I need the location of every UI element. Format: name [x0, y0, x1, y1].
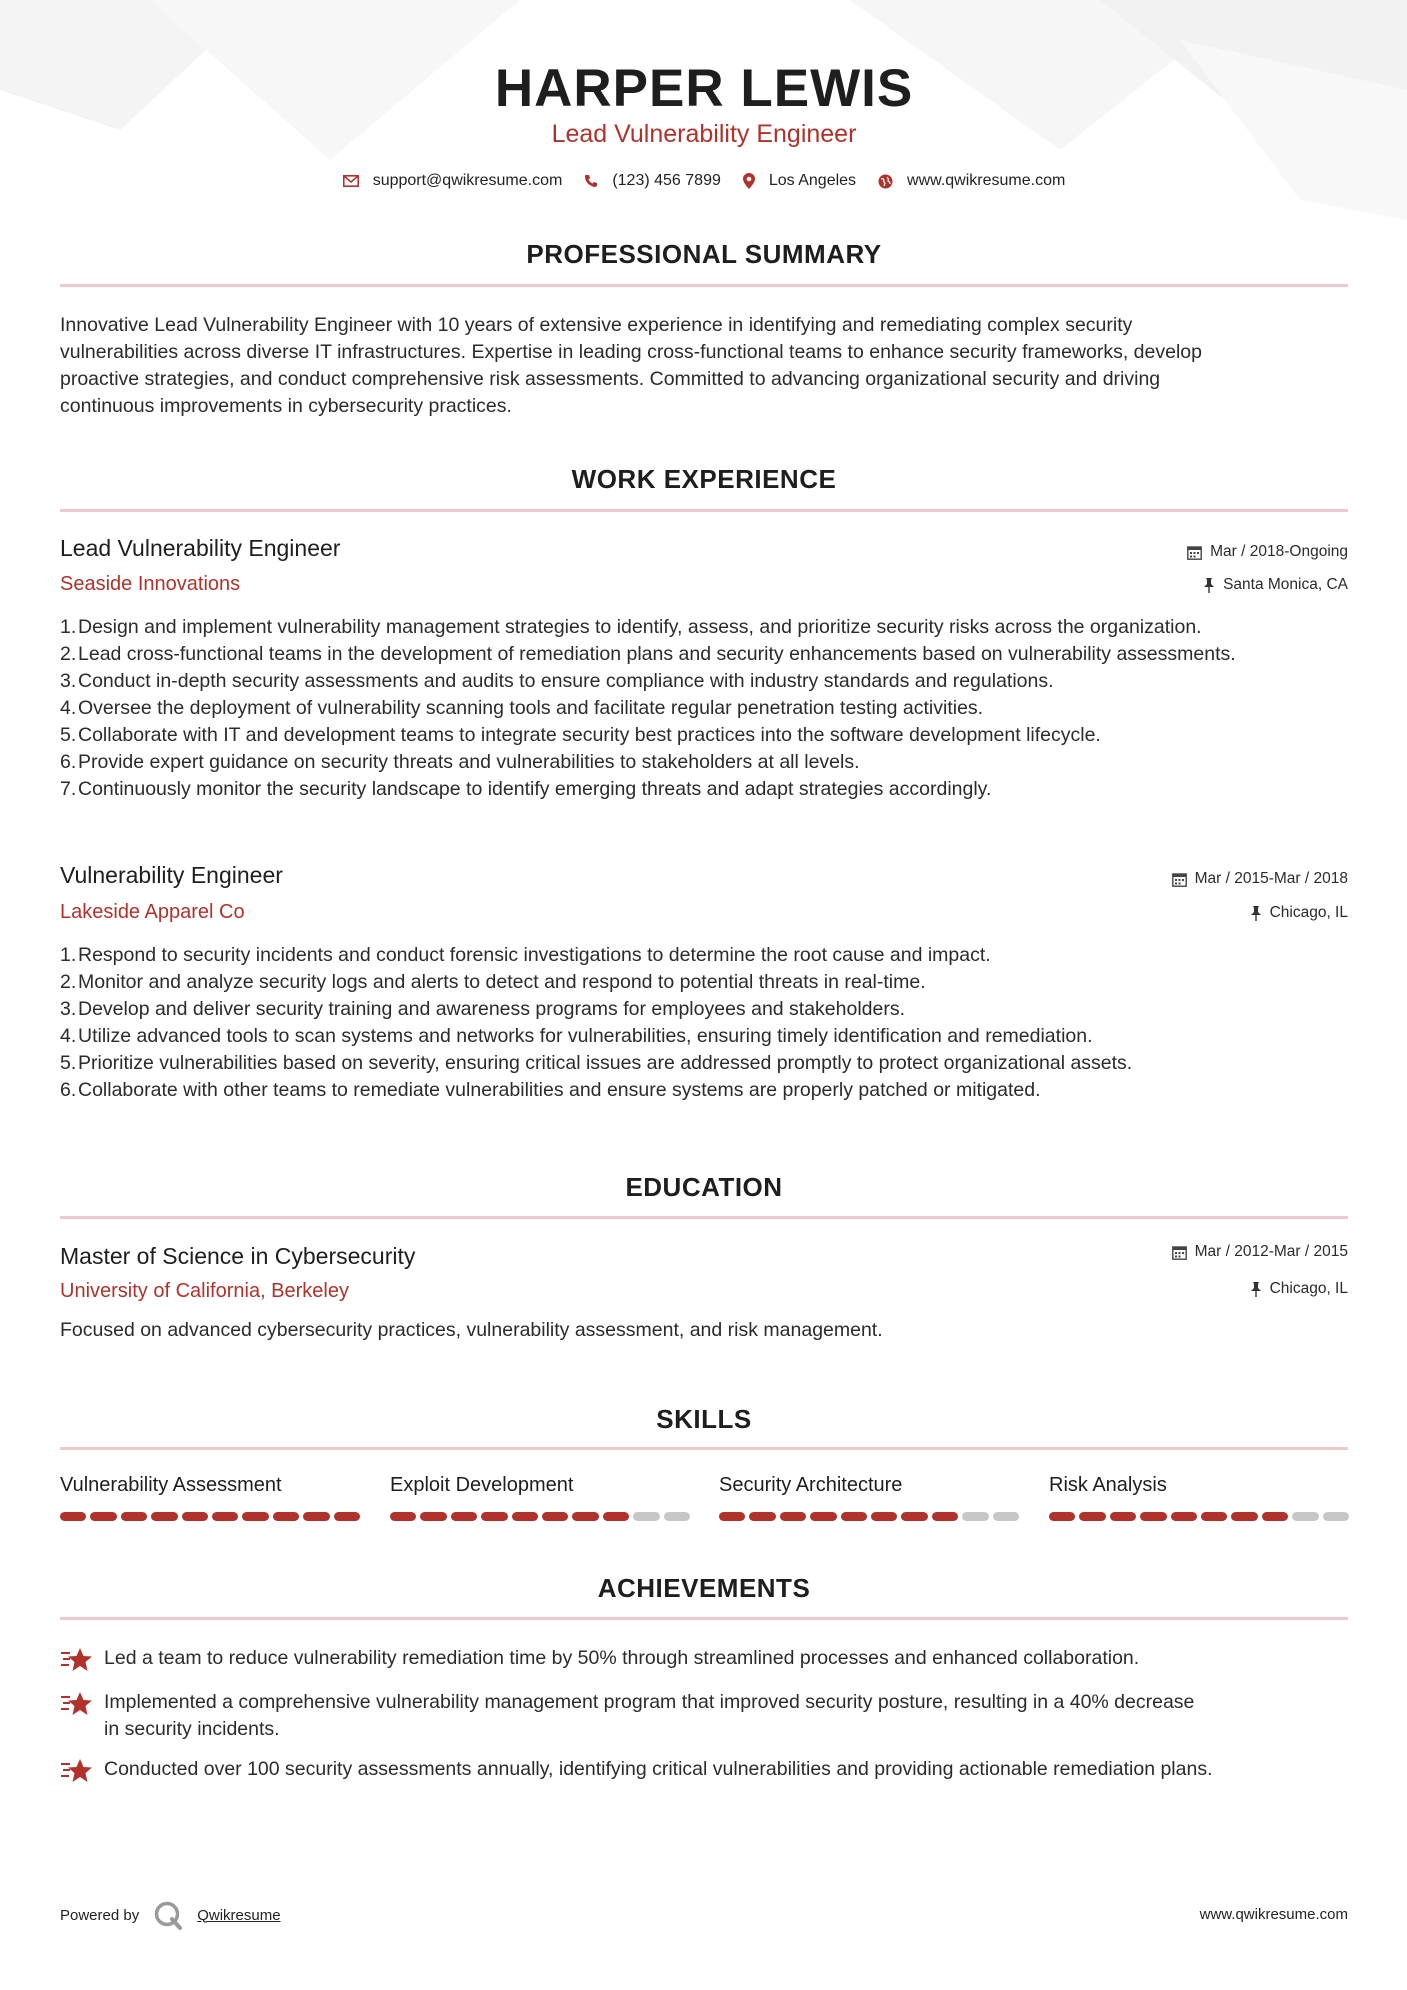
skill-segment-filled [451, 1512, 477, 1521]
candidate-title: Lead Vulnerability Engineer [551, 120, 857, 148]
job-title: Vulnerability Engineer [60, 862, 283, 888]
job-responsibilities [60, 614, 1348, 803]
calendar-icon [1187, 545, 1202, 560]
star-icon [60, 1689, 94, 1719]
job-location [1250, 904, 1348, 922]
summary-text [60, 312, 1348, 420]
skill-segment-empty [1292, 1512, 1318, 1521]
skill-segment-filled [603, 1512, 629, 1521]
job-dates [1187, 543, 1348, 561]
candidate-name: HARPER LEWIS [494, 59, 914, 118]
skill-segment-filled [1262, 1512, 1288, 1521]
achievement-line: Implemented a comprehensive vulnerability management program that improved security posture, resulting in a 40% decrease [104, 1691, 1195, 1713]
skill-level-bar [719, 1512, 1019, 1521]
skill-segment-filled [121, 1512, 147, 1521]
skill-segment-filled [303, 1512, 329, 1521]
email-text: support@qwikresume.com [372, 172, 563, 189]
list-item: 5. Collaborate with IT and development teams to integrate security best practices into the software development lifecycle. [60, 724, 1101, 746]
skill-name: Risk Analysis [1049, 1474, 1167, 1496]
location-text: Los Angeles [768, 172, 857, 189]
list-item: 4. Utilize advanced tools to scan systems and networks for vulnerabilities, ensuring timely identification and remediation. [60, 1025, 1093, 1047]
skill-segment-filled [242, 1512, 268, 1521]
education-heading: EDUCATION [625, 1172, 783, 1202]
skill-level-bar [1049, 1512, 1349, 1521]
education-dates-text: Mar / 2012-Mar / 2015 [1194, 1243, 1348, 1260]
star-icon [60, 1645, 94, 1675]
skill-segment-filled [780, 1512, 806, 1521]
skill-item [1049, 1474, 1349, 1521]
qwikresume-logo-icon [153, 1900, 183, 1930]
education-description: Focused on advanced cybersecurity practices, vulnerability assessment, and risk management. [60, 1319, 883, 1341]
contact-bar [60, 172, 1348, 190]
skill-segment-filled [420, 1512, 446, 1521]
list-item: 6. Collaborate with other teams to remediate vulnerabilities and ensure systems are properly patched or mitigated. [60, 1079, 1041, 1101]
skill-segment-filled [182, 1512, 208, 1521]
list-item: 2. Lead cross-functional teams in the development of remediation plans and security enhancements based on vulnerability assessments. [60, 643, 1236, 665]
achievement-text [104, 1645, 1348, 1672]
skill-segment-filled [719, 1512, 745, 1521]
job-company: Seaside Innovations [60, 573, 241, 595]
skill-segment-filled [1201, 1512, 1227, 1521]
skill-segment-filled [212, 1512, 238, 1521]
skill-name: Vulnerability Assessment [60, 1474, 282, 1496]
education-school: University of California, Berkeley [60, 1280, 349, 1302]
skill-segment-empty [664, 1512, 690, 1521]
experience-heading: WORK EXPERIENCE [571, 464, 837, 494]
skill-segment-filled [1171, 1512, 1197, 1521]
skill-segment-filled [1049, 1512, 1075, 1521]
job-location [1203, 576, 1348, 594]
summary-line: proactive strategies, and conduct comprehensive risk assessments. Committed to advancing organizational security and driving [60, 368, 1161, 390]
education-location [1250, 1280, 1348, 1298]
list-item: 7. Continuously monitor the security landscape to identify emerging threats and adapt strategies accordingly. [60, 778, 992, 800]
skill-segment-filled [1079, 1512, 1105, 1521]
skill-segment-filled [810, 1512, 836, 1521]
achievements-divider [60, 1617, 1348, 1620]
education-location-text: Chicago, IL [1269, 1280, 1348, 1297]
achievement-line: Led a team to reduce vulnerability remediation time by 50% through streamlined processes and enhanced collaboration. [104, 1647, 1140, 1669]
contact-phone[interactable] [584, 172, 721, 190]
skill-segment-filled [60, 1512, 86, 1521]
skill-segment-empty [1323, 1512, 1349, 1521]
list-item: 4. Oversee the deployment of vulnerability scanning tools and facilitate regular penetration testing activities. [60, 697, 984, 719]
skill-item [390, 1474, 690, 1521]
achievements-heading: ACHIEVEMENTS [597, 1573, 811, 1603]
footer-website[interactable]: www.qwikresume.com [1199, 1906, 1348, 1923]
skill-segment-filled [841, 1512, 867, 1521]
job-title: Lead Vulnerability Engineer [60, 535, 341, 561]
skill-segment-filled [932, 1512, 958, 1521]
education-divider [60, 1216, 1348, 1219]
pushpin-icon [1250, 906, 1262, 921]
skill-segment-filled [1140, 1512, 1166, 1521]
powered-by [60, 1900, 281, 1930]
skill-segment-empty [962, 1512, 988, 1521]
summary-line: vulnerabilities across diverse IT infrastructures. Expertise in leading cross-functional teams to enhance security frameworks, develop [60, 341, 1202, 363]
skill-segment-filled [512, 1512, 538, 1521]
summary-line: continuous improvements in cybersecurity practices. [60, 395, 512, 417]
contact-email[interactable] [343, 172, 563, 190]
skill-name: Security Architecture [719, 1474, 903, 1496]
powered-by-label: Powered by [60, 1906, 140, 1924]
job-dates [1172, 870, 1348, 888]
pushpin-icon [1250, 1282, 1262, 1297]
skill-segment-filled [151, 1512, 177, 1521]
achievement-line: in security incidents. [104, 1718, 280, 1740]
skill-segment-filled [1231, 1512, 1257, 1521]
skill-item [60, 1474, 360, 1521]
job-dates-text: Mar / 2018-Ongoing [1210, 543, 1348, 560]
education-degree: Master of Science in Cybersecurity [60, 1243, 416, 1269]
phone-icon [584, 174, 598, 188]
skill-level-bar [60, 1512, 360, 1521]
skill-segment-filled [390, 1512, 416, 1521]
job-dates-text: Mar / 2015-Mar / 2018 [1194, 870, 1348, 887]
list-item: 1. Respond to security incidents and conduct forensic investigations to determine the root cause and impact. [60, 944, 991, 966]
skill-level-bar [390, 1512, 690, 1521]
list-item: 5. Prioritize vulnerabilities based on severity, ensuring critical issues are addressed promptly to protect organizational assets. [60, 1052, 1133, 1074]
pushpin-icon [1203, 578, 1215, 593]
list-item: 1. Design and implement vulnerability management strategies to identify, assess, and prioritize security risks across the organization. [60, 616, 1202, 638]
job-location-text: Chicago, IL [1269, 904, 1348, 921]
achievement-line: Conducted over 100 security assessments annually, identifying critical vulnerabilities and providing actionable remediation plans. [104, 1758, 1213, 1780]
skill-segment-filled [901, 1512, 927, 1521]
phone-text: (123) 456 7899 [612, 172, 721, 189]
list-item: 3. Develop and deliver security training and awareness programs for employees and stakeholders. [60, 998, 906, 1020]
list-item: 3. Conduct in-depth security assessments and audits to ensure compliance with industry standards and regulations. [60, 670, 1054, 692]
star-icon [60, 1756, 94, 1786]
summary-line: Innovative Lead Vulnerability Engineer with 10 years of extensive experience in identifying and remediating complex security [60, 314, 1133, 336]
skill-segment-empty [993, 1512, 1019, 1521]
skill-segment-filled [334, 1512, 360, 1521]
list-item: 6. Provide expert guidance on security threats and vulnerabilities to stakeholders at all levels. [60, 751, 860, 773]
skill-segment-filled [1110, 1512, 1136, 1521]
summary-divider [60, 284, 1348, 287]
achievement-text [104, 1689, 1348, 1743]
education-dates [1172, 1243, 1348, 1261]
job-location-text: Santa Monica, CA [1223, 576, 1348, 593]
skill-segment-filled [273, 1512, 299, 1521]
skill-segment-filled [749, 1512, 775, 1521]
job-responsibilities [60, 942, 1348, 1104]
calendar-icon [1172, 872, 1187, 887]
envelope-icon [343, 175, 359, 187]
achievement-text [104, 1756, 1348, 1783]
skills-heading: SKILLS [656, 1404, 752, 1434]
skill-segment-filled [871, 1512, 897, 1521]
skill-segment-filled [90, 1512, 116, 1521]
skill-name: Exploit Development [390, 1474, 574, 1496]
job-company: Lakeside Apparel Co [60, 901, 245, 923]
summary-heading: PROFESSIONAL SUMMARY [526, 239, 882, 269]
skill-item [719, 1474, 1019, 1521]
map-pin-icon [743, 173, 755, 189]
skill-segment-filled [542, 1512, 568, 1521]
calendar-icon [1172, 1245, 1187, 1260]
qwikresume-link[interactable]: Qwikresume [197, 1906, 281, 1924]
contact-website[interactable] [878, 172, 1065, 190]
skills-divider [60, 1447, 1348, 1450]
contact-location [743, 172, 856, 190]
list-item: 2. Monitor and analyze security logs and alerts to detect and respond to potential threats in real-time. [60, 971, 926, 993]
globe-icon [878, 174, 893, 189]
skill-segment-filled [572, 1512, 598, 1521]
experience-divider [60, 509, 1348, 512]
skill-segment-empty [633, 1512, 659, 1521]
website-text: www.qwikresume.com [907, 172, 1066, 189]
skill-segment-filled [481, 1512, 507, 1521]
